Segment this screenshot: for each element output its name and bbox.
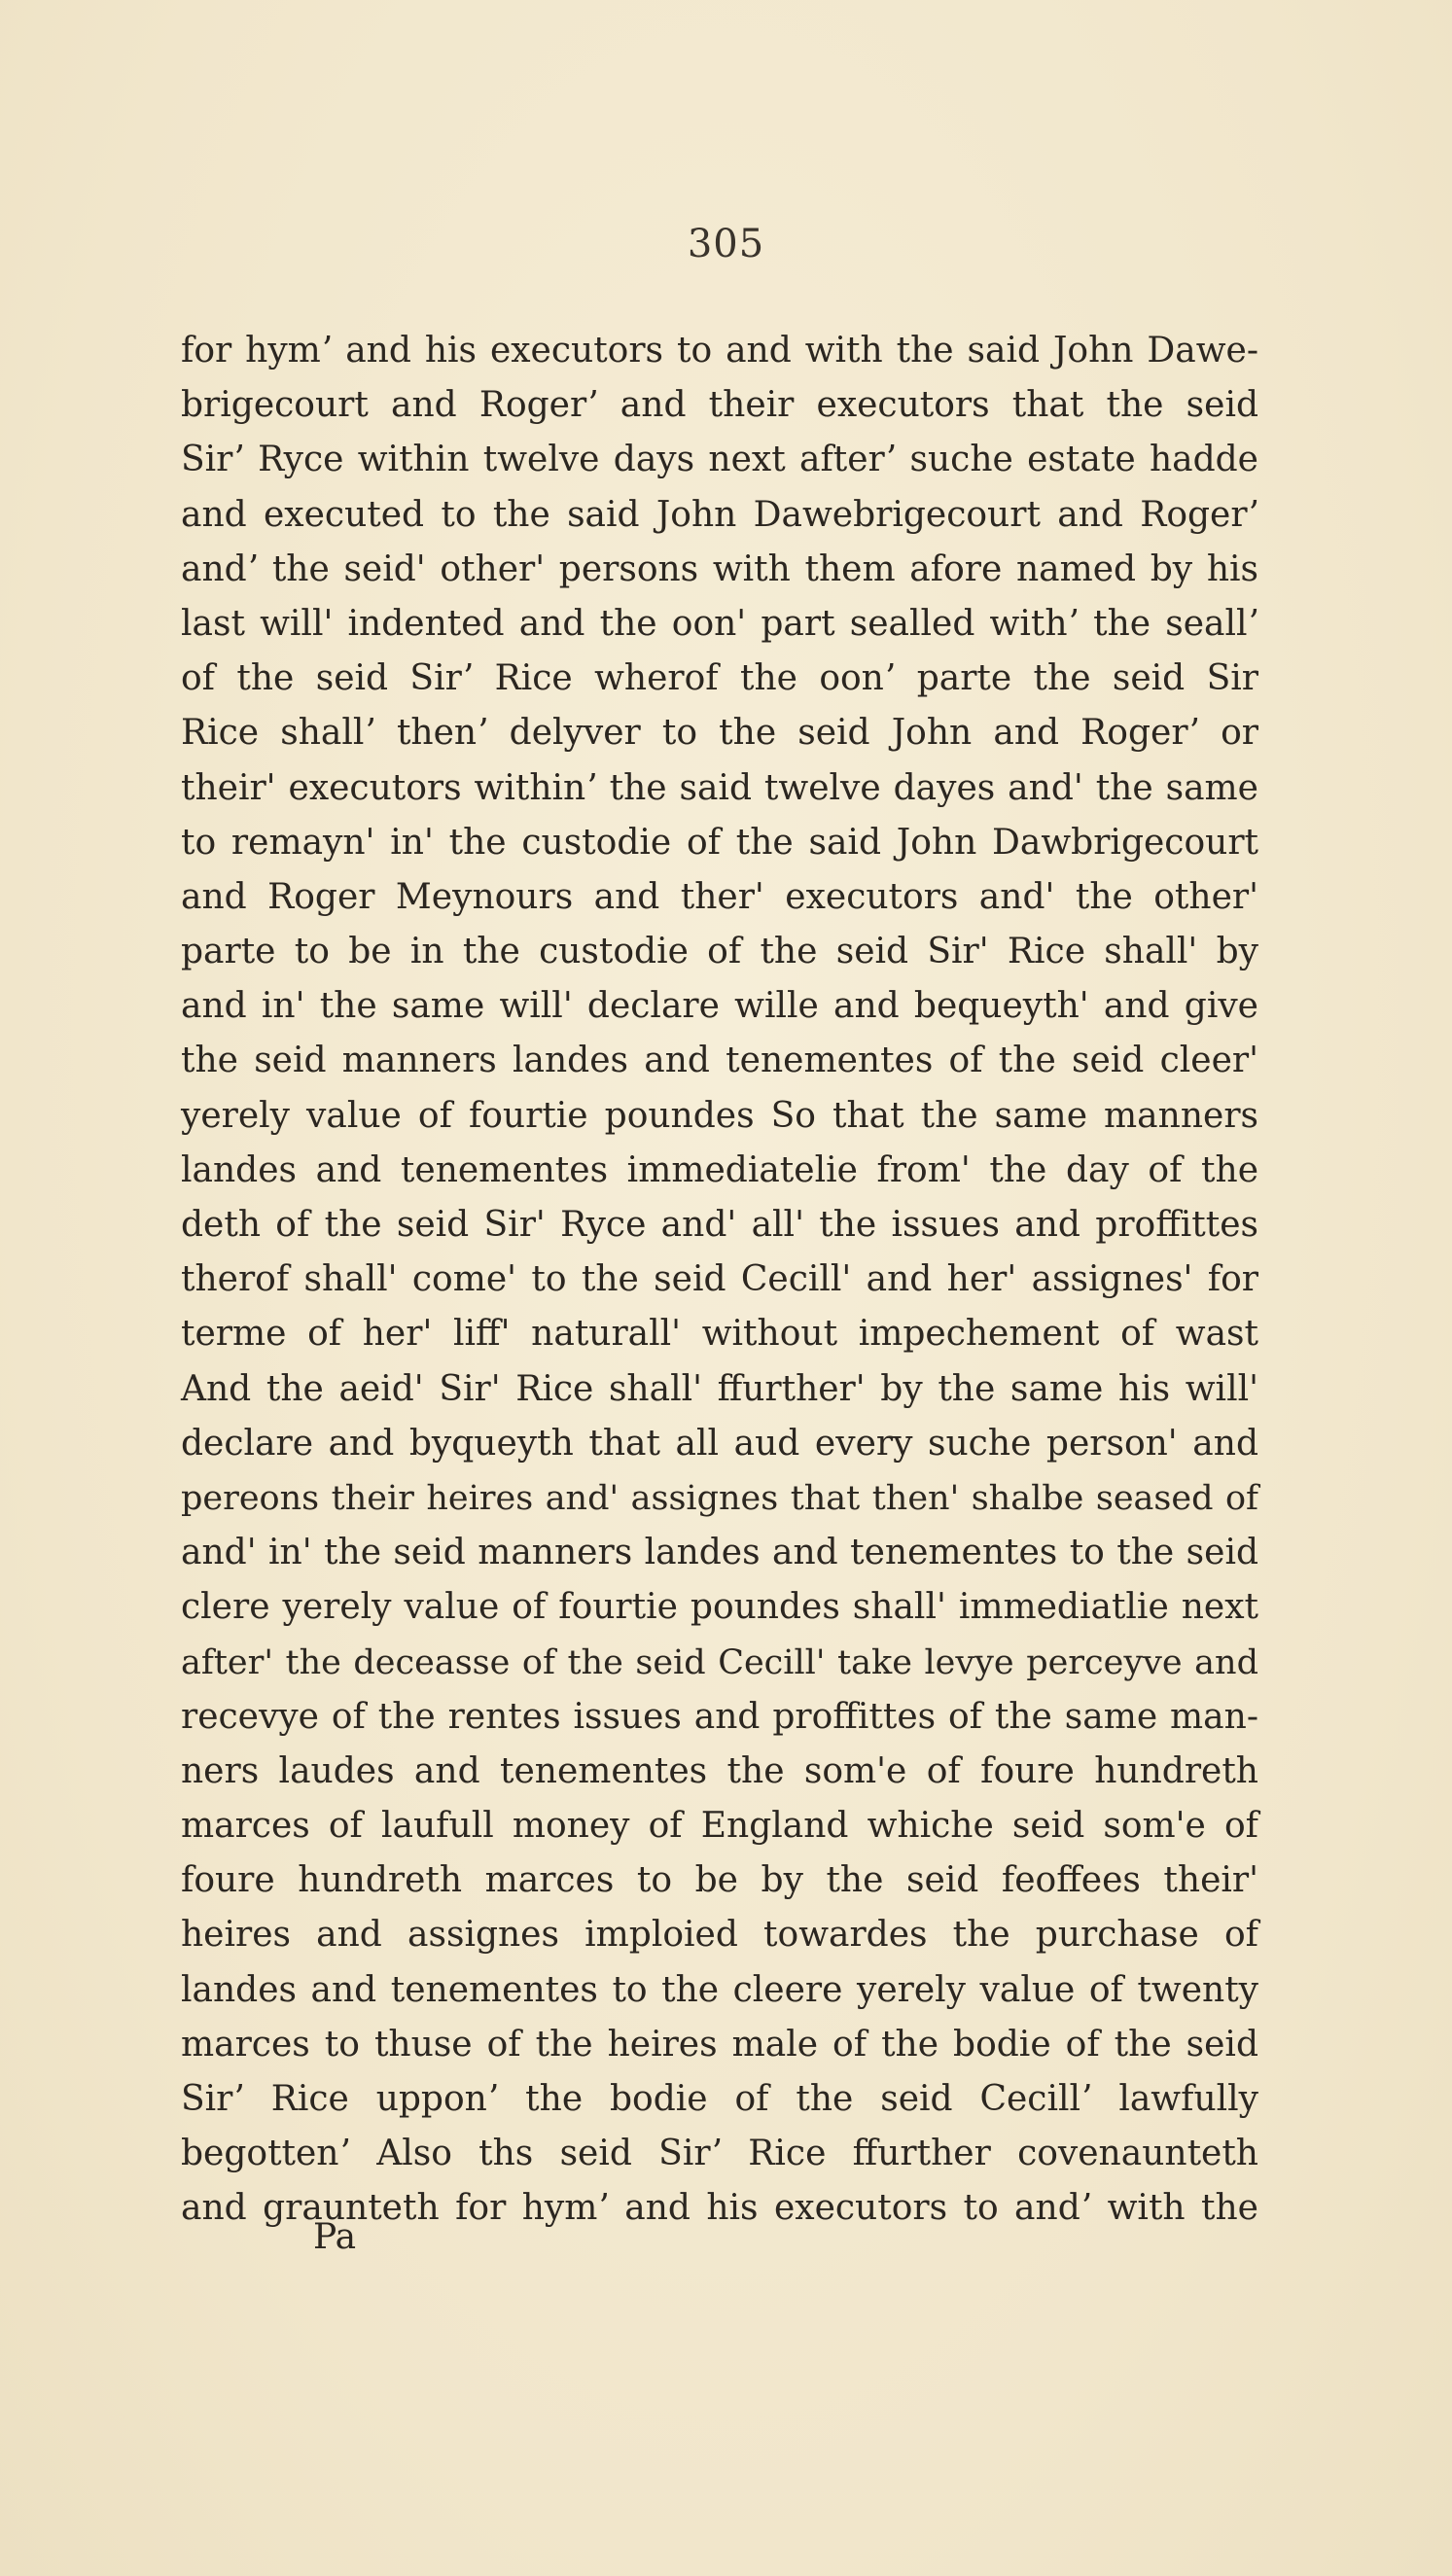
text-line: after' the deceasse of the seid Cecill' take levye perceyve and — [181, 1642, 1258, 1682]
text-line: Rice shallʼ thenʼ delyver to the seid John and Rogerʼ or — [181, 713, 1258, 754]
body-text — [181, 324, 1258, 2237]
text-line: of the seid Sirʼ Rice wherof the oonʼ parte the seid Sir — [181, 658, 1258, 699]
text-line: landes and tenementes to the cleere yerely value of twenty — [181, 1969, 1258, 2010]
text-line: Sirʼ Rice upponʼ the bodie of the seid Cecillʼ lawfully — [181, 2079, 1258, 2119]
text-line: foure hundreth marces to be by the seid feoffees their' — [181, 1860, 1258, 1901]
text-line: last will' indented and the oon' part sealled withʼ the seallʼ — [181, 603, 1258, 644]
text-line: terme of her' liff' naturall' without impechement of wast — [181, 1314, 1258, 1355]
text-line: for hymʼ and his executors to and with the said John Dawe- — [181, 331, 1258, 371]
text-line: landes and tenementes immediatelie from' the day of the — [181, 1149, 1258, 1190]
text-line: and executed to the said John Dawebrigecourt and Rogerʼ — [181, 494, 1258, 535]
text-line: brigecourt and Rogerʼ and their executors that the seid — [181, 385, 1258, 426]
text-line: marces of laufull money of England whiche seid som'e of — [181, 1806, 1258, 1847]
text-line: and in' the same will' declare wille and bequeyth' and give — [181, 986, 1258, 1027]
text-line: therof shall' come' to the seid Cecill' and her' assignes' for — [181, 1259, 1258, 1300]
text-line: and' in' the seid manners landes and tenementes to the seid — [181, 1533, 1258, 1573]
text-line: And the aeid' Sir' Rice shall' ffurther' by the same his will' — [181, 1368, 1258, 1409]
text-line: recevye of the rentes issues and proffittes of the same man- — [181, 1696, 1258, 1737]
text-line: parte to be in the custodie of the seid Sir' Rice shall' by — [181, 932, 1258, 972]
text-line: marces to thuse of the heires male of the bodie of the seid — [181, 2024, 1258, 2064]
text-line: the seid manners landes and tenementes of the seid cleer' — [181, 1041, 1258, 1081]
text-line: begottenʼ Also ths seid Sirʼ Rice ffurther covenaunteth — [181, 2134, 1258, 2174]
text-line: ners laudes and tenementes the som'e of foure hundreth — [181, 1750, 1258, 1791]
text-line: declare and byqueyth that all aud every suche person' and — [181, 1423, 1258, 1464]
text-line: andʼ the seid' other' persons with them afore named by his — [181, 548, 1258, 589]
signature-mark: Pa — [313, 2217, 357, 2257]
text-line: pereons their heires and' assignes that then' shalbe seased of — [181, 1478, 1258, 1518]
text-line: to remayn' in' the custodie of the said John Dawbrigecourt — [181, 822, 1258, 863]
page-number: 305 — [687, 222, 765, 266]
text-line: yerely value of fourtie poundes So that the same manners — [181, 1095, 1258, 1136]
text-line: Sirʼ Ryce within twelve days next afterʼ suche estate hadde — [181, 440, 1258, 480]
text-line: heires and assignes imploied towardes the purchase of — [181, 1915, 1258, 1956]
text-line: their' executors withinʼ the said twelve dayes and' the same — [181, 767, 1258, 808]
text-line: clere yerely value of fourtie poundes shall' immediatlie next — [181, 1587, 1258, 1628]
text-line: deth of the seid Sir' Ryce and' all' the issues and proffittes — [181, 1205, 1258, 1245]
text-line: and graunteth for hymʼ and his executors to andʼ with the — [181, 2188, 1258, 2229]
text-line: and Roger Meynours and ther' executors and' the other' — [181, 876, 1258, 917]
